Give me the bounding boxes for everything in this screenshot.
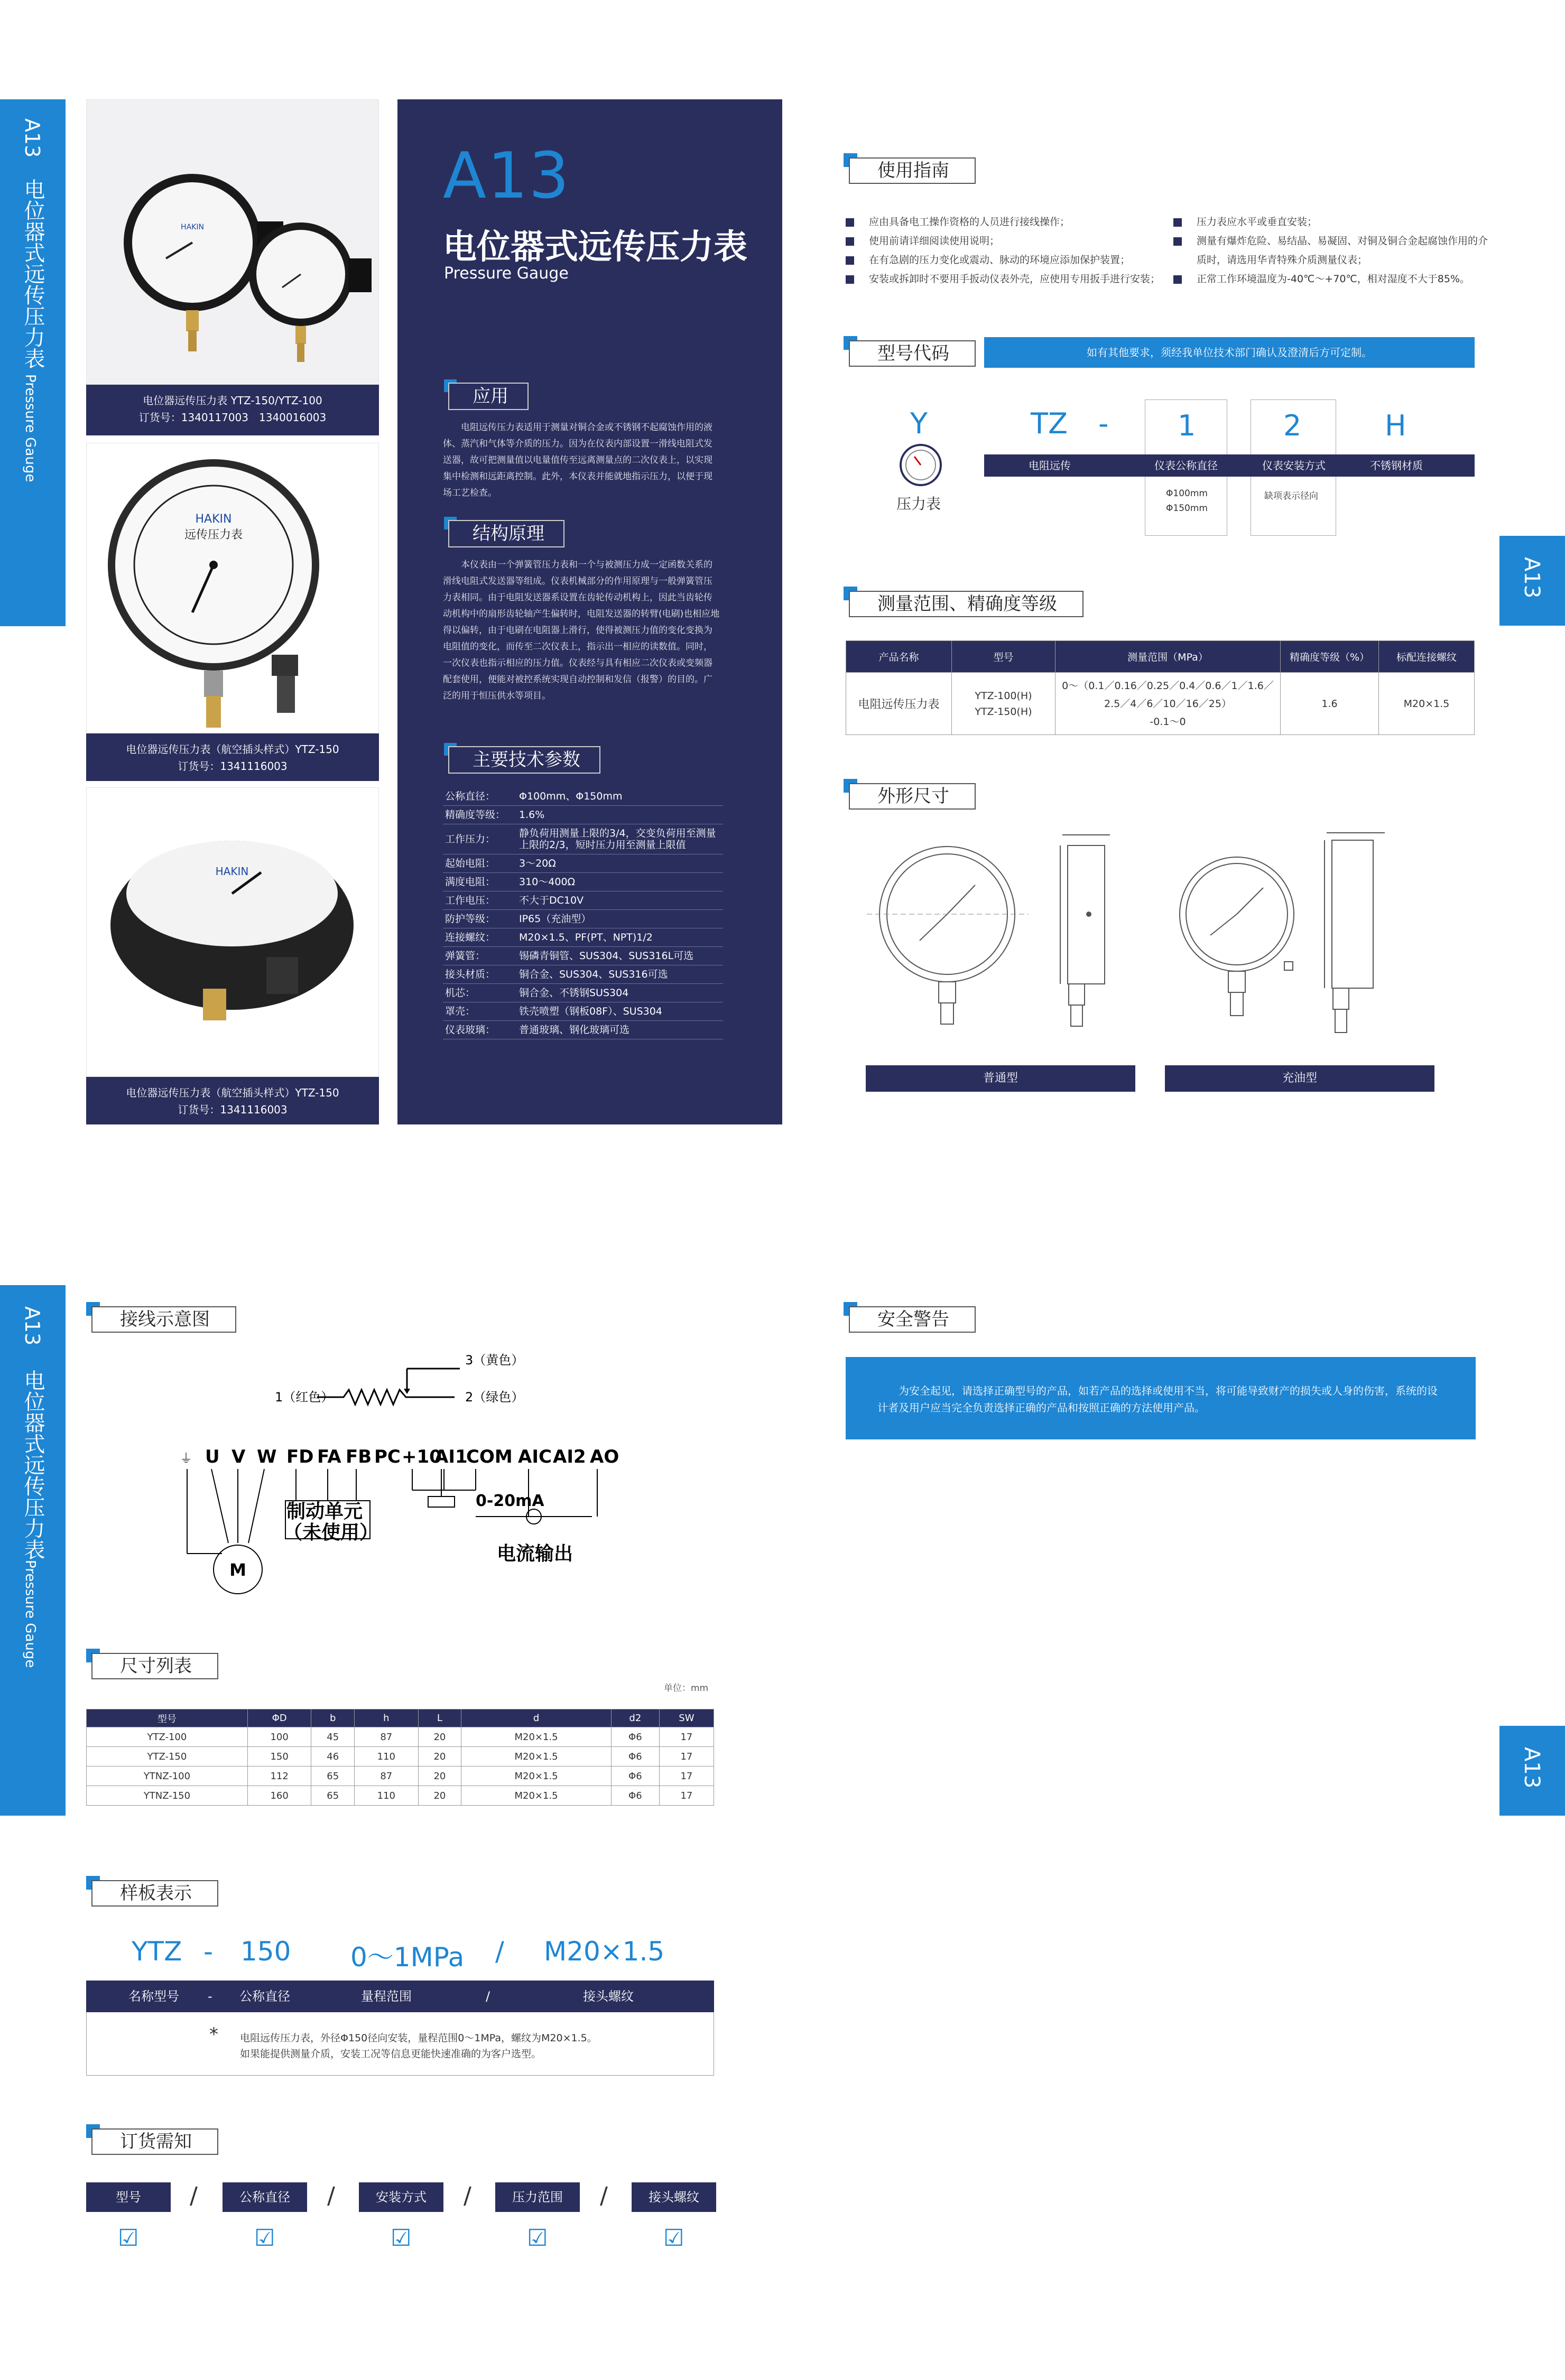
- spec-value: 310～400Ω: [517, 873, 723, 891]
- order-item-mount: 安装方式: [359, 2182, 443, 2212]
- panel-code: A13: [443, 140, 570, 213]
- mount-option: 缺项表示径向: [1264, 491, 1318, 501]
- sample-note-box: [86, 2012, 714, 2076]
- spec-table: [443, 787, 723, 1039]
- product-caption-2: [86, 733, 379, 781]
- terminal-fa: FA: [317, 1446, 341, 1467]
- outline-label-normal: [866, 1065, 1135, 1092]
- label-remote: 电阻远传: [1029, 459, 1071, 472]
- order-sep: /: [600, 2182, 608, 2209]
- panel-title: 电位器式远传压力表: [443, 228, 747, 267]
- side-tab-subtitle: Pressure Gauge: [22, 1560, 38, 1668]
- code-1: 1: [1178, 409, 1196, 442]
- spec-row: [443, 965, 723, 984]
- order-sep: /: [464, 2182, 471, 2209]
- spec-key: 弹簧管：: [443, 947, 517, 965]
- sample-label-slash: /: [486, 1989, 490, 2004]
- dim-cell: 17: [659, 1747, 714, 1767]
- dial-brand: HAKIN: [195, 513, 232, 526]
- product-name: 电位器远传压力表 YTZ-150/YTZ-100: [143, 394, 322, 407]
- spec-value: 铜合金、不锈钢SUS304: [517, 984, 723, 1002]
- right-tab-label: A13: [1520, 1747, 1544, 1789]
- side-tab-title: 电位器式远传压力表: [21, 179, 45, 369]
- gauge-pair-illustration: [87, 100, 379, 385]
- dim-cell: 100: [247, 1727, 311, 1747]
- range-thread: M20×1.5: [1379, 673, 1475, 735]
- order-items: [86, 2182, 720, 2267]
- terminal-u: U: [205, 1446, 220, 1467]
- dim-header: 型号: [87, 1709, 248, 1727]
- sample-note-2: 如果能提供测量介质，安装工况等信息更能快速准确的为客户选型。: [240, 2048, 542, 2060]
- table-row: [87, 1747, 714, 1767]
- dim-cell: M20×1.5: [461, 1747, 612, 1767]
- spec-row: [443, 910, 723, 928]
- range-line-2: 2.5／4／6／10／16／25）: [1104, 698, 1231, 710]
- range-product: 电阻远传压力表: [846, 673, 952, 735]
- dim-cell: 65: [311, 1767, 355, 1786]
- spec-row: [443, 1002, 723, 1021]
- checkbox-icon[interactable]: ☑: [663, 2225, 684, 2252]
- sample-label-range: 量程范围: [361, 1989, 412, 2004]
- spec-value: 静负荷用测量上限的3/4，交变负荷用至测量上限的2/3，短时压力用至测量上限值: [517, 824, 723, 854]
- outline-normal: 普通型: [983, 1072, 1018, 1085]
- spec-value: Φ100mm、Φ150mm: [517, 787, 723, 806]
- side-tab-title: 电位器式远传压力表: [21, 1370, 45, 1560]
- sample-label-diameter: 公称直径: [239, 1989, 290, 2004]
- structure-text: 本仪表由一个弹簧管压力表和一个与被测压力成一定函数关系的滑线电阻式发送器等组成。仪表机械部分的作用原理与一般弹簧管压力表相同。由于电阻发送器系设置在齿轮传动机构上，因此当齿轮传动机构中的扇形齿轮轴产生偏转时，电阻发送器的转臂(电刷)也相应地得以偏转，由于电刷在电阻器上滑行，使得被测压力值的变化变换为电阻值的变化，而传至二次仪表上，指示出一相应的读数值。同时，一次仪表也指示相应的压力值。仪表经与具有相应二次仪表或变频器配套使用，便能对被控系统实现自动控制和发信（报警）的目的。广泛的用于恒压供水等项目。: [443, 560, 720, 701]
- dial-title: 远传压力表: [184, 528, 243, 542]
- brake-unit: 制动单元: [286, 1501, 363, 1522]
- product-image-3: [86, 787, 379, 1077]
- range-header: 精确度等级（%）: [1281, 641, 1379, 673]
- spec-key: 工作电压：: [443, 891, 517, 910]
- dim-cell: M20×1.5: [461, 1767, 612, 1786]
- right-tab-bottom: [1499, 1726, 1565, 1816]
- model-note-bar: [984, 337, 1475, 368]
- spec-row: [443, 891, 723, 910]
- dim-cell: YTZ-100: [87, 1727, 248, 1747]
- spec-row: [443, 928, 723, 947]
- sample-parts: [86, 1936, 714, 1973]
- outline-oil: 充油型: [1282, 1072, 1317, 1085]
- dim-cell: 150: [247, 1747, 311, 1767]
- table-row: [87, 1767, 714, 1786]
- dim-header: SW: [659, 1709, 714, 1727]
- label-diameter: 仪表公称直径: [1154, 459, 1218, 472]
- guide-item: 安装或拆卸时不要用手扳动仪表外壳，应使用专用扳手进行安装；: [846, 269, 1163, 289]
- dim-cell: 46: [311, 1747, 355, 1767]
- spec-key: 满度电阻：: [443, 873, 517, 891]
- outline-label-oil: [1165, 1065, 1434, 1092]
- spec-value: 铁壳喷塑（钢板08F）、SUS304: [517, 1002, 723, 1021]
- dim-cell: 20: [418, 1786, 461, 1806]
- spec-row: [443, 824, 723, 854]
- sample-dash: -: [203, 1936, 214, 1967]
- code-y: Y: [910, 407, 928, 440]
- dim-header: h: [355, 1709, 419, 1727]
- spec-key: 公称直径：: [443, 787, 517, 806]
- terminal-ao: AO: [590, 1446, 619, 1467]
- code-dash: -: [1098, 407, 1109, 440]
- dim-cell: 65: [311, 1786, 355, 1806]
- safety-text: 为安全起见，请选择正确型号的产品，如若产品的选择或使用不当，将可能导致财产的损失或人身的伤害，系统的设计者及用户应当完全负责选择正确的产品和按照正确的方法使用产品。: [877, 1384, 1438, 1414]
- dim-cell: 45: [311, 1727, 355, 1747]
- order-item-thread: 接头螺纹: [632, 2182, 716, 2212]
- spec-row: [443, 1021, 723, 1039]
- range-model-100: YTZ-100(H): [975, 690, 1032, 702]
- sample-label-model: 名称型号: [128, 1989, 179, 2004]
- terminal-ai2: AI2: [553, 1446, 586, 1467]
- spec-row: [443, 787, 723, 806]
- motor-label: M: [229, 1560, 246, 1580]
- spec-row: [443, 854, 723, 873]
- dim-cell: 112: [247, 1767, 311, 1786]
- terminal-com: COM: [466, 1446, 513, 1467]
- terminal-ground: ⏚: [180, 1451, 192, 1466]
- guide-item: 正常工作环境温度为-40℃～+70℃，相对湿度不大于85%。: [1173, 269, 1490, 289]
- dim-cell: 110: [355, 1786, 419, 1806]
- table-row: [87, 1786, 714, 1806]
- range-header: 标配连接螺纹: [1379, 641, 1475, 673]
- product-order: 订货号：1340117003 1340016003: [138, 411, 327, 424]
- dim-cell: M20×1.5: [461, 1727, 612, 1747]
- side-tab-code: A13: [21, 1306, 44, 1346]
- terminal-w: W: [257, 1446, 277, 1467]
- dim-cell: Φ6: [611, 1786, 659, 1806]
- checkbox-icon[interactable]: ☑: [254, 2225, 275, 2252]
- spec-key: 工作压力：: [443, 824, 517, 854]
- guide-item: 压力表应水平或垂直安装；: [1173, 212, 1490, 231]
- sample-label-dash: -: [208, 1989, 212, 2004]
- terminal-v: V: [231, 1446, 246, 1467]
- dim-cell: Φ6: [611, 1747, 659, 1767]
- guide-item: 应由具备电工操作资格的人员进行接线操作；: [846, 212, 1163, 231]
- product-image-1: [86, 99, 379, 385]
- wiring-diagram: [169, 1342, 645, 1606]
- terminal-pc: PC: [374, 1446, 401, 1467]
- dim-header: L: [418, 1709, 461, 1727]
- model-note: 如有其他要求，须经我单位技术部门确认及澄清后方可定制。: [1087, 346, 1372, 359]
- checkbox-icon[interactable]: ☑: [391, 2225, 412, 2252]
- wire-red: 1（红色）: [275, 1390, 334, 1405]
- model-label-bar: [984, 454, 1475, 477]
- safety-box: [846, 1357, 1476, 1439]
- spec-value: 1.6%: [517, 806, 723, 824]
- label-mount: 仪表安装方式: [1262, 459, 1326, 472]
- dim-cell: 87: [355, 1767, 419, 1786]
- spec-value: IP65（充油型）: [517, 910, 723, 928]
- product-image-2: [86, 443, 379, 733]
- dim-cell: 20: [418, 1747, 461, 1767]
- terminal-fb: FB: [346, 1446, 372, 1467]
- side-tab-subtitle: Pressure Gauge: [22, 374, 38, 482]
- right-tab-label: A13: [1520, 557, 1544, 599]
- diameter-option-150: Φ150mm: [1166, 503, 1208, 514]
- spec-row: [443, 806, 723, 824]
- dim-header: b: [311, 1709, 355, 1727]
- product-caption-3: [86, 1077, 379, 1124]
- code-y-label: 压力表: [896, 495, 941, 513]
- dim-cell: 20: [418, 1727, 461, 1747]
- range-model-150: YTZ-150(H): [975, 705, 1032, 718]
- spec-key: 仪表玻璃：: [443, 1021, 517, 1039]
- side-tab-top: [0, 99, 66, 626]
- spec-value: 锡磷青铜管、SUS304、SUS316L可选: [517, 947, 723, 965]
- sample-range: 0～1MPa: [350, 1942, 465, 1973]
- sample-thread: M20×1.5: [544, 1936, 665, 1967]
- current-output: 电流输出: [497, 1543, 573, 1565]
- order-item-range: 压力范围: [495, 2182, 580, 2212]
- range-header: 测量范围（MPa）: [1055, 641, 1281, 673]
- gauge-aviation-illustration: [87, 443, 379, 734]
- sample-label-thread: 接头螺纹: [583, 1989, 634, 2004]
- dim-header: d2: [611, 1709, 659, 1727]
- wire-yellow: 3（黄色）: [465, 1353, 524, 1368]
- range-header: 产品名称: [846, 641, 952, 673]
- dim-unit: 单位：mm: [664, 1683, 709, 1694]
- sample-label-bar: [86, 1981, 714, 2012]
- order-sep: /: [327, 2182, 335, 2209]
- checkbox-icon[interactable]: ☑: [527, 2225, 548, 2252]
- dial-brand: HAKIN: [181, 223, 204, 231]
- product-order: 订货号：1341116003: [178, 760, 288, 773]
- terminal-ai1: AI1: [434, 1446, 468, 1467]
- wire-green: 2（绿色）: [465, 1390, 524, 1405]
- range-header: 型号: [952, 641, 1055, 673]
- sample-note-1: 电阻远传压力表，外径Φ150径向安装，量程范围0～1MPa，螺纹为M20×1.5。: [240, 2032, 597, 2044]
- order-item-diameter: 公称直径: [223, 2182, 307, 2212]
- range-values: [1055, 673, 1281, 735]
- spec-key: 防护等级：: [443, 910, 517, 928]
- guide-item: 测量有爆炸危险、易结晶、易凝固、对铜及铜合金起腐蚀作用的介质时，请选用华青特殊介质测量仪表；: [1173, 231, 1490, 269]
- dim-cell: Φ6: [611, 1727, 659, 1747]
- range-line-1: 0～（0.1／0.16／0.25／0.4／0.6／1／1.6／: [1062, 680, 1274, 692]
- guide-item: 在有急剧的压力变化或震动、脉动的环境应添加保护装置；: [846, 250, 1163, 269]
- dim-cell: YTNZ-100: [87, 1767, 248, 1786]
- dial-brand: HAKIN: [215, 865, 249, 878]
- product-name: 电位器远传压力表（航空插头样式）YTZ-150: [126, 1086, 339, 1099]
- pressure-gauge-icon: [899, 443, 943, 487]
- product-name: 电位器远传压力表（航空插头样式）YTZ-150: [126, 743, 339, 756]
- order-sep: /: [190, 2182, 198, 2209]
- guide-list-right: [1173, 212, 1490, 289]
- dim-cell: YTZ-150: [87, 1747, 248, 1767]
- spec-value: M20×1.5、PF(PT、NPT)1/2: [517, 928, 723, 947]
- product-caption-1: [86, 385, 379, 435]
- range-line-3: -0.1～0: [1150, 715, 1186, 728]
- spec-key: 精确度等级：: [443, 806, 517, 824]
- code-2: 2: [1283, 409, 1302, 442]
- spec-value: 普通玻璃、钢化玻璃可选: [517, 1021, 723, 1039]
- spec-row: [443, 984, 723, 1002]
- spec-key: 接头材质：: [443, 965, 517, 984]
- terminal-10v: +10: [402, 1446, 442, 1467]
- spec-key: 起始电阻：: [443, 854, 517, 873]
- application-text: 电阻远传压力表适用于测量对铜合金或不锈钢不起腐蚀作用的液体、蒸汽和气体等介质的压力。因为在仪表内部设置一滑线电阻式发送器，故可把测量值以电量值传至远离测量点的二次仪表上，以实现集中检测和远距离控制。此外，本仪表并能就地指示压力，以便于现场工艺检查。: [443, 422, 712, 498]
- diameter-option-100: Φ100mm: [1166, 488, 1208, 499]
- dim-header: ΦD: [247, 1709, 311, 1727]
- dim-cell: 17: [659, 1767, 714, 1786]
- dim-cell: 110: [355, 1747, 419, 1767]
- outline-drawing: [862, 830, 1485, 1062]
- guide-item: 使用前请详细阅读使用说明；: [846, 231, 1163, 250]
- spec-value: 不大于DC10V: [517, 891, 723, 910]
- right-tab-top: [1499, 536, 1565, 626]
- range-accuracy: 1.6: [1281, 673, 1379, 735]
- dim-cell: M20×1.5: [461, 1786, 612, 1806]
- terminal-fd: FD: [286, 1446, 314, 1467]
- code-tz: TZ: [1031, 407, 1068, 440]
- dim-cell: 87: [355, 1727, 419, 1747]
- sample-slash: /: [495, 1936, 504, 1967]
- order-item-model: 型号: [86, 2182, 171, 2212]
- product-order: 订货号：1341116003: [178, 1103, 288, 1116]
- sample-diameter: 150: [240, 1936, 291, 1967]
- current-range: 0-20mA: [476, 1492, 544, 1510]
- label-material: 不锈钢材质: [1370, 459, 1423, 472]
- side-tab-code: A13: [21, 118, 44, 158]
- code-h: H: [1385, 409, 1406, 442]
- sample-star: *: [209, 2024, 218, 2045]
- checkbox-icon[interactable]: ☑: [118, 2225, 139, 2252]
- spec-row: [443, 947, 723, 965]
- dim-header: d: [461, 1709, 612, 1727]
- dim-table: [86, 1709, 714, 1806]
- dim-cell: 17: [659, 1786, 714, 1806]
- dim-cell: YTNZ-150: [87, 1786, 248, 1806]
- spec-value: 铜合金、SUS304、SUS316可选: [517, 965, 723, 984]
- spec-value: 3～20Ω: [517, 854, 723, 873]
- dim-cell: 160: [247, 1786, 311, 1806]
- sample-model: YTZ: [132, 1936, 182, 1967]
- spec-key: 罩壳：: [443, 1002, 517, 1021]
- spec-key: 机芯：: [443, 984, 517, 1002]
- dim-cell: Φ6: [611, 1767, 659, 1786]
- spec-row: [443, 873, 723, 891]
- side-tab-bottom: [0, 1285, 66, 1816]
- dim-cell: 17: [659, 1727, 714, 1747]
- range-model: [952, 673, 1055, 735]
- guide-list-left: [846, 212, 1163, 289]
- panel-subtitle: Pressure Gauge: [444, 264, 569, 283]
- range-table: [846, 640, 1475, 735]
- brake-unused: （未使用）: [283, 1522, 379, 1544]
- table-row: [87, 1727, 714, 1747]
- gauge-side-illustration: [87, 788, 379, 1077]
- dim-cell: 20: [418, 1767, 461, 1786]
- terminal-aic: AIC: [518, 1446, 552, 1467]
- spec-key: 连接螺纹：: [443, 928, 517, 947]
